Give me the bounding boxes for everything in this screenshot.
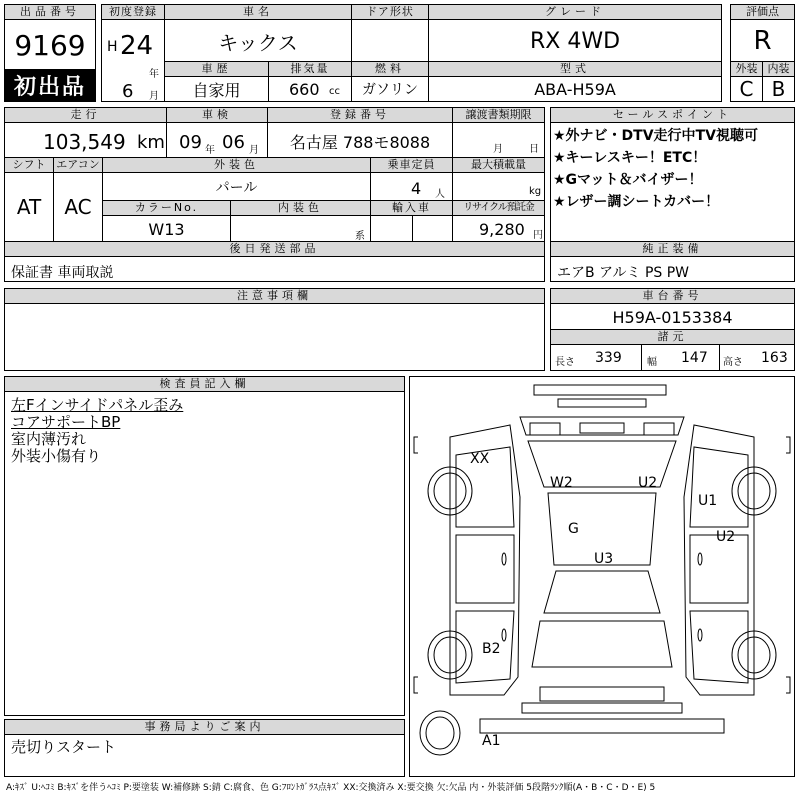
history-cell [164, 61, 269, 102]
transfer-day-unit: 日 [529, 144, 539, 155]
damage-mark-g: G [568, 521, 579, 537]
fuel-cell [351, 61, 429, 102]
sales-point-item: ★Gマット＆バイザー！ [553, 172, 703, 188]
genuine-equipment-value: エアB アルミ PS PW [557, 265, 690, 281]
interior-score-value: B [771, 77, 786, 101]
import-car-cell [370, 200, 453, 242]
sales-points-header: セールスポイント [550, 107, 795, 123]
interior-color-cell [230, 200, 371, 242]
max-load-unit: kg [529, 186, 542, 197]
model-code-value: ABA-H59A [534, 79, 616, 99]
interior-score-cell [762, 61, 795, 102]
height-value: 163 [761, 350, 788, 366]
displacement-unit: cc [329, 86, 340, 97]
rating-cell [730, 4, 795, 62]
aircon-value: AC [64, 195, 92, 219]
dim-divider [719, 345, 720, 371]
exterior-score-value: C [739, 77, 754, 101]
lot-header: 出品番号 [4, 4, 96, 20]
office-value: 売切りスタート [11, 738, 117, 756]
displacement-header: 排気量 [268, 61, 352, 77]
damage-diagram-box [409, 376, 795, 777]
capacity-value: 4 [411, 179, 422, 198]
length-label: 長さ [555, 357, 575, 368]
exterior-color-cell [102, 157, 371, 201]
later-parts-box [4, 241, 545, 282]
recycle-value: 9,280 [479, 220, 525, 239]
first-listing-badge: 初出品 [5, 69, 95, 101]
model-code-header: 型式 [428, 61, 722, 77]
exterior-score-cell [730, 61, 763, 102]
door-type-header: ドア形状 [351, 4, 429, 20]
inspection-month-unit: 月 [249, 145, 259, 156]
damage-mark-u2-roof: U2 [638, 475, 658, 491]
lot-number: 9169 [14, 28, 86, 62]
chassis-value: H59A-0153384 [612, 307, 733, 327]
shift-cell [4, 157, 54, 242]
door-type-cell [351, 4, 429, 62]
inspection-cell [166, 107, 268, 158]
office-header: 事務局よりご案内 [4, 719, 405, 735]
exterior-color-header: 外装色 [102, 157, 371, 173]
genuine-equipment-header: 純正装備 [550, 241, 795, 257]
color-no-value: W13 [148, 219, 185, 239]
inspector-line: 外装小傷有り [11, 447, 102, 465]
rating-value: R [753, 26, 772, 56]
import-car-divider [412, 216, 413, 242]
registration-header: 初度登録 [101, 4, 165, 20]
capacity-cell [370, 157, 453, 201]
registration-era: H [107, 39, 118, 55]
displacement-value: 660 [289, 80, 320, 99]
sales-point-item: ★外ナビ・DTV走行中TV視聴可 [553, 128, 758, 144]
shift-header: シフト [4, 157, 54, 173]
transfer-deadline-cell [452, 107, 545, 158]
plate-value: 名古屋 788モ8088 [289, 132, 431, 152]
history-value: 自家用 [192, 80, 241, 100]
inspector-line: 室内薄汚れ [11, 430, 87, 448]
damage-mark-u2-side: U2 [716, 529, 736, 545]
color-no-header: カラーNo. [102, 200, 231, 216]
inspector-line: コアサポートBP [11, 413, 121, 431]
car-name-header: 車名 [164, 4, 352, 20]
legend-text: A:ｷｽﾞ U:ﾍｺﾐ B:ｷｽﾞを伴うﾍｺﾐ P:要塗装 W:補修跡 S:錆 C:腐食、色 G:ﾌﾛﾝﾄｶﾞﾗｽ点ｷｽﾞ XX:交換済み X:要交換 欠:欠品 内・外装評価 5段階ﾗﾝｸ順(A・B・C・D・E) 5 [6, 783, 656, 793]
fuel-header: 燃料 [351, 61, 429, 77]
registration-month: 6 [122, 81, 134, 102]
inspector-header: 検査員記入欄 [4, 376, 405, 392]
damage-mark-w2: W2 [550, 475, 573, 491]
exterior-score-header: 外装 [730, 61, 763, 77]
interior-color-header: 内装色 [230, 200, 371, 216]
length-value: 339 [595, 350, 622, 366]
door-type-value [352, 21, 428, 61]
plate-header: 登録番号 [267, 107, 453, 123]
transfer-deadline-header: 譲渡書類期限 [452, 107, 545, 123]
inspector-line: 左Fインサイドパネル歪み [11, 396, 184, 414]
inspection-year-unit: 年 [205, 145, 215, 156]
chassis-header: 車台番号 [550, 288, 795, 304]
sales-point-item: ★レザー調シートカバー！ [553, 194, 720, 210]
lot-box [4, 4, 96, 102]
mileage-value: 103,549 [43, 130, 126, 154]
damage-mark-u3: U3 [594, 551, 614, 567]
car-diagram [410, 377, 794, 776]
recycle-cell [452, 200, 545, 242]
inspection-header: 車検 [166, 107, 268, 123]
import-car-header: 輸入車 [370, 200, 453, 216]
history-header: 車歴 [164, 61, 269, 77]
inspector-box [4, 376, 405, 716]
height-label: 高さ [723, 357, 743, 368]
recycle-header: リサイクル預託金 [452, 200, 545, 216]
max-load-header: 最大積載量 [452, 157, 545, 173]
inspection-year: 09 [179, 132, 202, 153]
mileage-cell [4, 107, 167, 158]
aircon-cell [53, 157, 103, 242]
mileage-unit: km [137, 132, 165, 153]
capacity-unit: 人 [435, 189, 445, 200]
registration-year-unit: 年 [149, 69, 159, 80]
exterior-color-value: パール [215, 180, 258, 196]
capacity-header: 乗車定員 [370, 157, 453, 173]
damage-mark-u1: U1 [698, 493, 718, 509]
model-code-cell [428, 61, 722, 102]
registration-year: 24 [120, 31, 154, 61]
recycle-unit: 円 [533, 230, 543, 241]
car-name-cell [164, 4, 352, 62]
grade-header: グレード [428, 4, 722, 20]
chassis-box [550, 288, 795, 371]
inspection-month: 06 [222, 132, 245, 153]
dim-divider [641, 345, 642, 371]
displacement-cell [268, 61, 352, 102]
width-value: 147 [681, 350, 708, 366]
max-load-cell [452, 157, 545, 201]
shift-value: AT [16, 195, 42, 219]
fuel-value: ガソリン [362, 82, 418, 98]
grade-cell [428, 4, 722, 62]
genuine-equipment-box [550, 241, 795, 282]
later-parts-value: 保証書 車両取説 [11, 265, 114, 281]
notes-header: 注意事項欄 [4, 288, 545, 304]
damage-mark-b2: B2 [482, 641, 501, 657]
aircon-header: エアコン [53, 157, 103, 173]
mileage-header: 走行 [4, 107, 167, 123]
later-parts-header: 後日発送部品 [4, 241, 545, 257]
interior-score-header: 内装 [762, 61, 795, 77]
notes-box [4, 288, 545, 371]
car-name-value: キックス [218, 30, 298, 55]
grade-value: RX 4WD [529, 28, 621, 54]
sales-point-item: ★キーレスキー！ETC！ [553, 150, 707, 166]
interior-color-unit: 系 [355, 231, 365, 242]
color-no-cell [102, 200, 231, 242]
damage-mark-a1: A1 [482, 733, 501, 749]
dimensions-header: 諸元 [550, 329, 795, 345]
registration-box [101, 4, 165, 102]
office-box [4, 719, 405, 777]
rating-header: 評価点 [730, 4, 795, 20]
registration-month-unit: 月 [149, 91, 159, 102]
sales-points-box [550, 107, 795, 242]
plate-cell [267, 107, 453, 158]
transfer-month-unit: 月 [493, 144, 503, 155]
width-label: 幅 [647, 357, 657, 368]
damage-mark-xx: XX [470, 451, 490, 467]
